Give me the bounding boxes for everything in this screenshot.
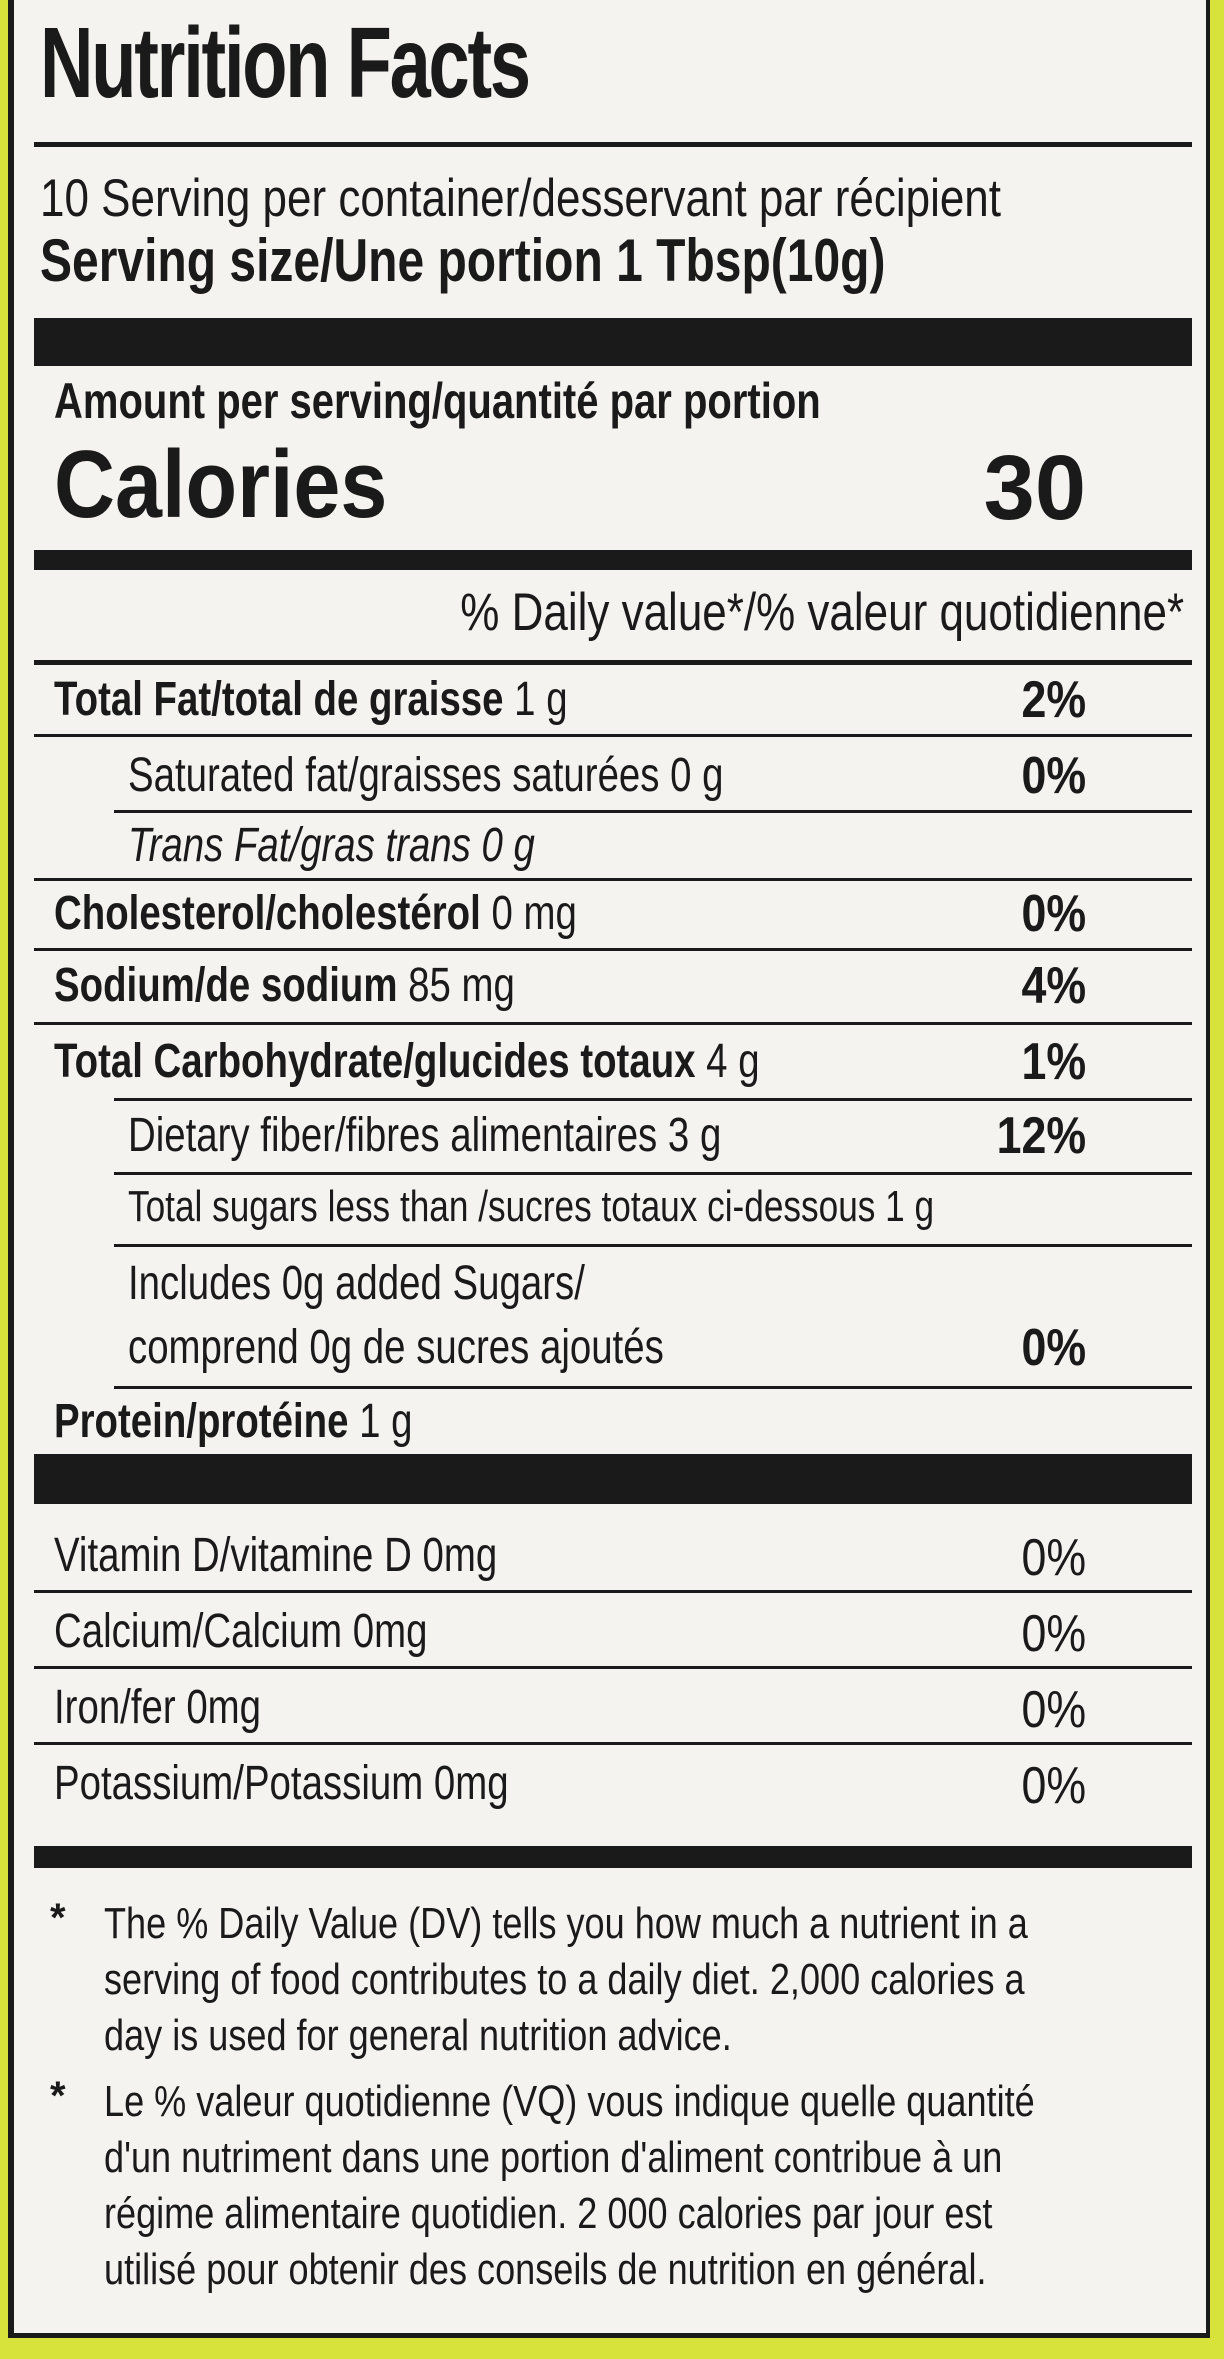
row-rule — [34, 1590, 1192, 1593]
row-rule — [114, 1386, 1192, 1389]
calories-value: 30 — [983, 437, 1086, 539]
nutrient-row-added-sugars-en: Includes 0g added Sugars/ — [128, 1257, 585, 1310]
footnote-marker-en: * — [50, 1896, 66, 1940]
vitamin-dv: 0% — [1021, 1681, 1086, 1739]
nutrient-label: Protein/protéine — [54, 1395, 349, 1448]
nutrition-facts-panel — [8, 0, 1210, 2338]
servings-per-container: 10 Serving per container/desservant par récipient — [40, 169, 1001, 228]
nutrient-row-dietary-fiber — [128, 1108, 721, 1163]
row-rule — [34, 878, 1192, 881]
vitamin-row-potassium: Potassium/Potassium 0mg — [54, 1757, 509, 1810]
medium-bar-bottom — [34, 1846, 1192, 1868]
nutrient-amount: 1 g — [875, 1182, 935, 1231]
footnote-en-line-3: day is used for general nutrition advice. — [104, 2011, 732, 2060]
footnote-en-line-2: serving of food contributes to a daily diet. 2,000 calories a — [104, 1955, 1025, 2004]
nutrient-amount: 1 g — [348, 1395, 413, 1448]
footnote-fr-line-1: Le % valeur quotidienne (VQ) vous indique quelle quantité — [104, 2077, 1035, 2126]
row-rule — [114, 1244, 1192, 1247]
row-rule — [34, 1666, 1192, 1669]
nutrient-label: Sodium/de sodium — [54, 959, 398, 1012]
nutrient-dv: 4% — [1021, 957, 1086, 1015]
nutrient-dv: 0% — [1021, 747, 1086, 805]
amount-per-serving: Amount per serving/quantité par portion — [54, 373, 821, 429]
row-rule — [114, 1172, 1192, 1175]
nutrient-row-total-sugars — [128, 1182, 934, 1232]
thick-bar-mid — [34, 1454, 1192, 1504]
panel-title: Nutrition Facts — [40, 7, 529, 119]
vitamin-row-iron: Iron/fer 0mg — [54, 1681, 262, 1734]
row-rule — [114, 810, 1192, 813]
nutrient-row-saturated-fat — [128, 748, 724, 803]
row-rule — [34, 1022, 1192, 1025]
daily-value-header: % Daily value*/% valeur quotidienne* — [460, 583, 1184, 642]
nutrient-dv: 12% — [996, 1107, 1086, 1165]
nutrient-dv: 2% — [1021, 671, 1086, 729]
nutrient-dv: 0% — [1021, 885, 1086, 943]
serving-size: Serving size/Une portion 1 Tbsp(10g) — [40, 227, 886, 294]
nutrient-label: Saturated fat/graisses saturées — [128, 749, 660, 802]
nutrient-amount: 1 g — [503, 673, 568, 726]
vitamin-dv: 0% — [1021, 1605, 1086, 1663]
footnote-fr-line-3: régime alimentaire quotidien. 2 000 calories par jour est — [104, 2189, 993, 2238]
rule-title — [34, 142, 1192, 147]
footnote-marker-fr: * — [50, 2074, 66, 2118]
nutrient-label: Total Fat/total de graisse — [54, 673, 504, 726]
nutrient-amount: 3 g — [657, 1109, 722, 1162]
calories-label: Calories — [54, 431, 388, 538]
nutrient-label: Dietary fiber/fibres alimentaires — [128, 1109, 658, 1162]
nutrient-amount: 85 mg — [397, 959, 515, 1012]
row-rule — [114, 1098, 1192, 1101]
rule-dv — [34, 660, 1192, 665]
nutrient-label: Trans Fat/gras trans — [128, 819, 471, 872]
nutrient-row-total-carbohydrate — [54, 1034, 760, 1089]
nutrient-row-sodium — [54, 958, 515, 1013]
nutrient-amount: 4 g — [695, 1035, 760, 1088]
footnote-fr-line-2: d'un nutriment dans une portion d'aliment contribue à un — [104, 2133, 1003, 2182]
row-rule — [34, 734, 1192, 737]
footnote-en-line-1: The % Daily Value (DV) tells you how much a nutrient in a — [104, 1899, 1028, 1948]
nutrient-dv: 1% — [1021, 1033, 1086, 1091]
footnote-fr-line-4: utilisé pour obtenir des conseils de nutrition en général. — [104, 2245, 987, 2294]
nutrient-row-trans-fat — [128, 818, 535, 873]
vitamin-dv: 0% — [1021, 1757, 1086, 1815]
row-rule — [34, 948, 1192, 951]
nutrient-amount: 0 g — [470, 819, 535, 872]
nutrient-row-added-sugars-fr: comprend 0g de sucres ajoutés — [128, 1321, 664, 1374]
nutrient-label: Cholesterol/cholestérol — [54, 887, 481, 940]
nutrient-label: Total Carbohydrate/glucides totaux — [54, 1035, 696, 1088]
row-rule — [34, 1742, 1192, 1745]
thick-bar-top — [34, 318, 1192, 366]
nutrient-amount: 0 g — [659, 749, 724, 802]
nutrient-row-total-fat — [54, 672, 568, 727]
nutrient-row-protein — [54, 1394, 412, 1449]
nutrient-dv: 0% — [1021, 1319, 1086, 1377]
medium-bar-calories — [34, 550, 1192, 570]
vitamin-row-vitamin-d: Vitamin D/vitamine D 0mg — [54, 1529, 498, 1582]
nutrient-amount: 0 mg — [480, 887, 577, 940]
vitamin-dv: 0% — [1021, 1529, 1086, 1587]
vitamin-row-calcium: Calcium/Calcium 0mg — [54, 1605, 428, 1658]
nutrient-label: Total sugars less than /sucres totaux ci-dessous — [128, 1182, 876, 1231]
nutrient-row-cholesterol — [54, 886, 577, 941]
